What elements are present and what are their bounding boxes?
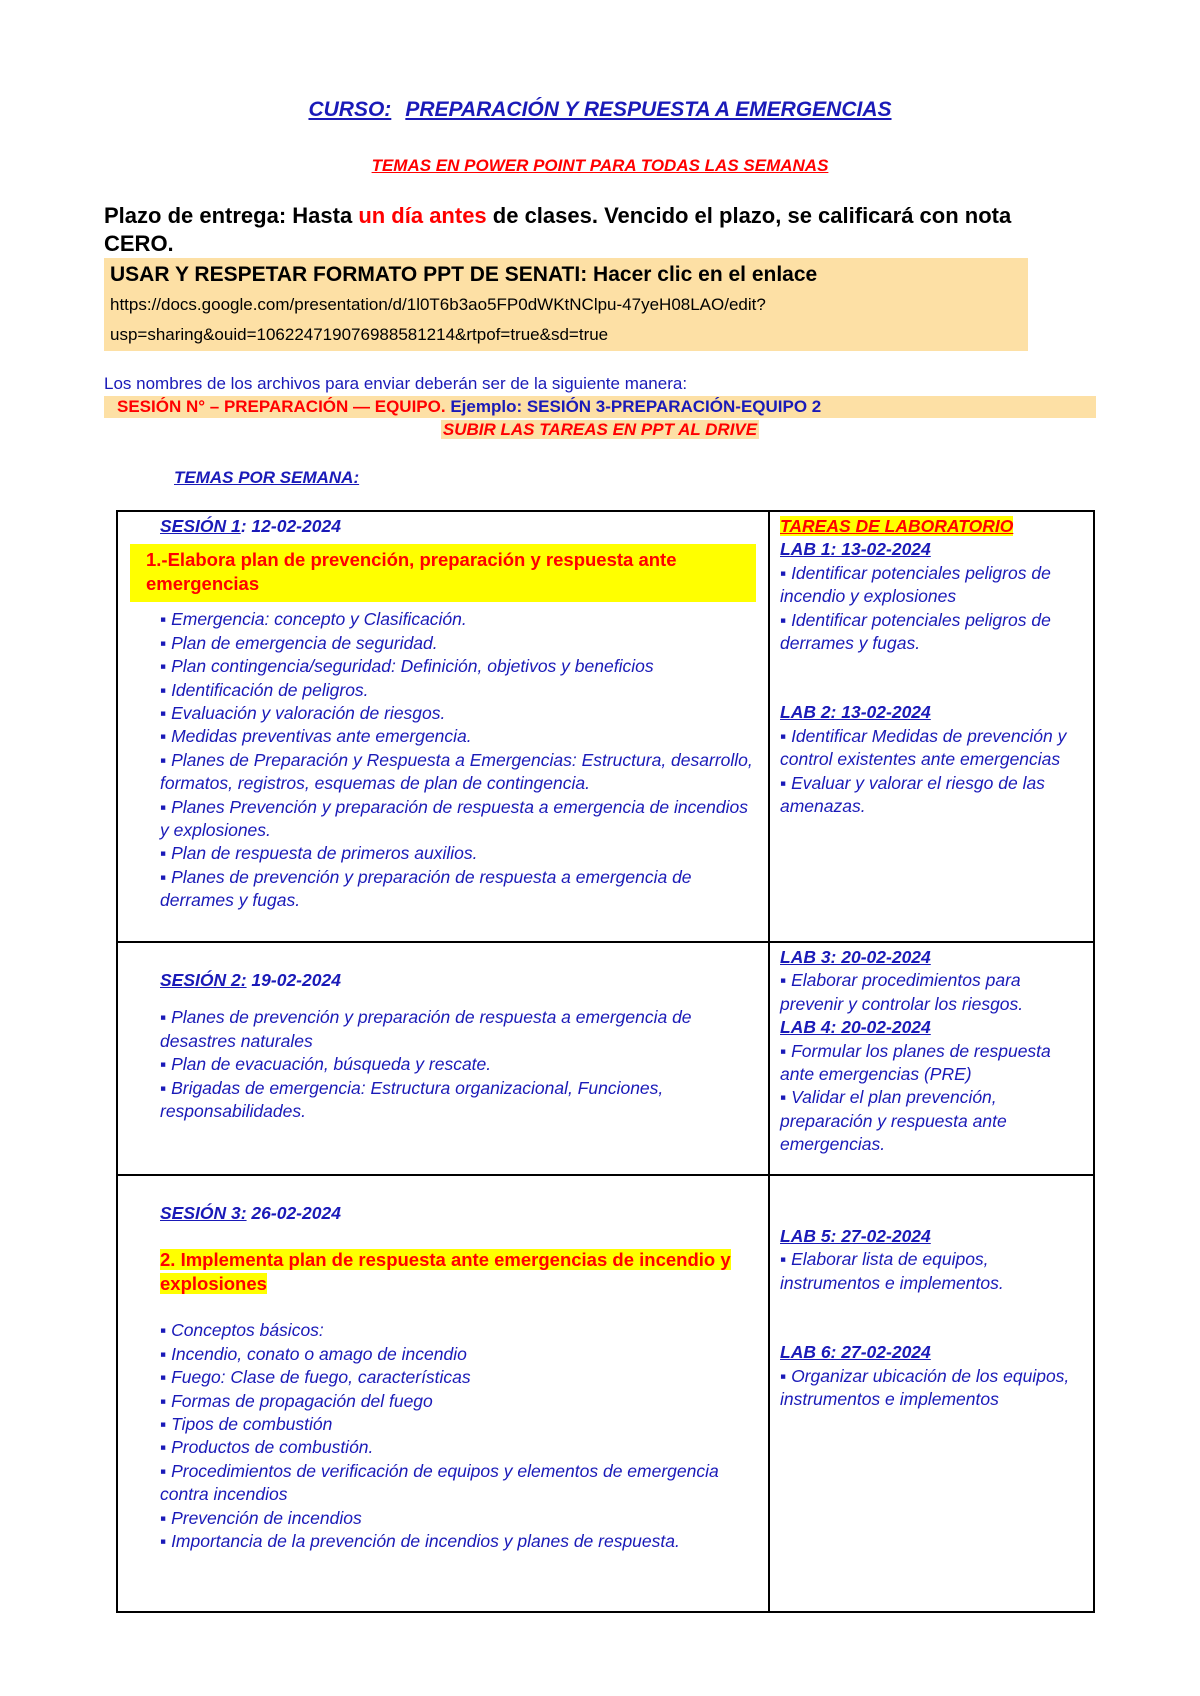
list-item: ▪ Procedimientos de verificación de equipos y elementos de emergencia contra incendios [160,1460,719,1505]
list-item: ▪ Evaluación y valoración de riesgos. [160,703,446,724]
list-item: ▪ Conceptos básicos: [160,1320,324,1341]
list-item: ▪ Incendio, conato o amago de incendio [160,1343,467,1364]
list-item: ▪ Plan contingencia/seguridad: Definición, objetivos y beneficios [160,656,654,677]
naming-format: SESIÓN N° – PREPARACIÓN — EQUIPO. Ejemplo: SESIÓN 3-PREPARACIÓN-EQUIPO 2 [117,397,822,416]
list-item: ▪ Plan de respuesta de primeros auxilios. [160,843,478,864]
list-item: ▪ Importancia de la prevención de incendios y planes de respuesta. [160,1531,680,1552]
schedule-table [116,510,1095,1613]
course-name: PREPARACIÓN Y RESPUESTA A EMERGENCIAS [405,98,892,121]
table-row [117,942,1094,1175]
list-item: ▪ Plan de evacuación, búsqueda y rescate. [160,1054,492,1075]
labs-1-cell [769,511,1094,942]
session-1-cell [117,511,769,942]
list-item: ▪ Validar el plan prevención, preparación y respuesta ante emergencias. [780,1087,1007,1155]
session-2-header: SESIÓN 2: 19-02-2024 [160,970,341,990]
list-item: ▪ Planes de prevención y preparación de respuesta a emergencia de derrames y fugas. [160,866,692,911]
upload-note: SUBIR LAS TAREAS EN PPT AL DRIVE [442,420,758,439]
list-item: ▪ Prevención de incendios [160,1507,362,1528]
list-item: ▪ Evaluar y valorar el riesgo de las amenazas. [780,772,1045,817]
list-item: ▪ Emergencia: concepto y Clasificación. [160,609,467,630]
list-item: ▪ Fuego: Clase de fuego, características [160,1367,471,1388]
session-3-cell [117,1175,769,1612]
lab-tasks-title: TAREAS DE LABORATORIO [780,516,1014,536]
list-item: ▪ Identificación de peligros. [160,679,369,700]
labs-3-cell [769,1175,1094,1612]
template-link[interactable]: https://docs.google.com/presentation/d/1l0T6b3ao5FP0dWKtNClpu-47yeH08LAO/edit?usp=sharing&ouid=106224719076988581214&rtpof=true&sd=true [110,295,766,344]
lab-title: LAB 6: 27-02-2024 [780,1342,931,1363]
lab-title: LAB 2: 13-02-2024 [780,702,931,723]
lab-title: LAB 4: 20-02-2024 [780,1017,931,1038]
file-naming-note: Los nombres de los archivos para enviar deberán ser de la siguiente manera: [104,374,688,393]
lab-title: LAB 5: 27-02-2024 [780,1226,931,1246]
lab-title: LAB 1: 13-02-2024 [780,539,931,560]
course-label: CURSO: [308,98,392,121]
list-item: ▪ Brigadas de emergencia: Estructura organizacional, Funciones, responsabilidades. [160,1077,664,1122]
list-item: ▪ Identificar potenciales peligros de derrames y fugas. [780,609,1051,654]
list-item: ▪ Identificar Medidas de prevención y control existentes ante emergencias [780,725,1067,770]
list-item: ▪ Formas de propagación del fuego [160,1390,433,1411]
session-1-header: SESIÓN 1: 12-02-2024 [160,516,341,536]
list-item: ▪ Tipos de combustión [160,1414,333,1435]
list-item: ▪ Elaborar lista de equipos, instrumentos e implementos. [780,1249,1004,1293]
list-item: ▪ Plan de emergencia de seguridad. [160,632,438,653]
list-item: ▪ Productos de combustión. [160,1437,374,1458]
list-item: ▪ Planes de prevención y preparación de respuesta a emergencia de desastres naturales [160,1007,692,1051]
list-item: ▪ Medidas preventivas ante emergencia. [160,726,472,747]
table-row [117,511,1094,942]
labs-2-cell [769,942,1094,1175]
table-row [117,1175,1094,1612]
list-item: ▪ Planes Prevención y preparación de respuesta a emergencia de incendios y explosiones. [160,796,748,841]
lab-title: LAB 3: 20-02-2024 [780,947,931,967]
list-item: ▪ Formular los planes de respuesta ante emergencias (PRE) [780,1040,1051,1085]
list-item: ▪ Organizar ubicación de los equipos, instrumentos e implementos [780,1365,1070,1410]
course-title [0,98,1200,122]
session-2-cell [117,942,769,1175]
deadline-note: Plazo de entrega: Hasta un día antes de clases. Vencido el plazo, se calificará con nota CERO. [104,203,1012,256]
list-item: ▪ Elaborar procedimientos para prevenir y controlar los riesgos. [780,970,1024,1014]
list-item: ▪ Planes de Preparación y Respuesta a Emergencias: Estructura, desarrollo, formatos, registros, esquemas de plan de contingencia. [160,749,753,794]
format-instructions: USAR Y RESPETAR FORMATO PPT DE SENATI: Hacer clic en el enlace https://docs.google.com/presentation/d/1l0T6b3ao5FP0dWKtNClpu-47yeH08LAO/edit?usp=sharing&ouid=106224719076988581214&rtpof=true&sd=true [110,263,818,344]
topics-title: TEMAS POR SEMANA: [174,468,360,487]
session-1-heading: 1.-Elabora plan de prevención, preparación y respuesta ante emergencias [130,544,756,602]
session-3-header: SESIÓN 3: 26-02-2024 [160,1203,341,1223]
subtitle: TEMAS EN POWER POINT PARA TODAS LAS SEMANAS [371,156,829,175]
list-item: ▪ Identificar potenciales peligros de incendio y explosiones [780,562,1051,607]
session-3-heading: 2. Implementa plan de respuesta ante emergencias de incendio y explosiones [160,1249,731,1295]
